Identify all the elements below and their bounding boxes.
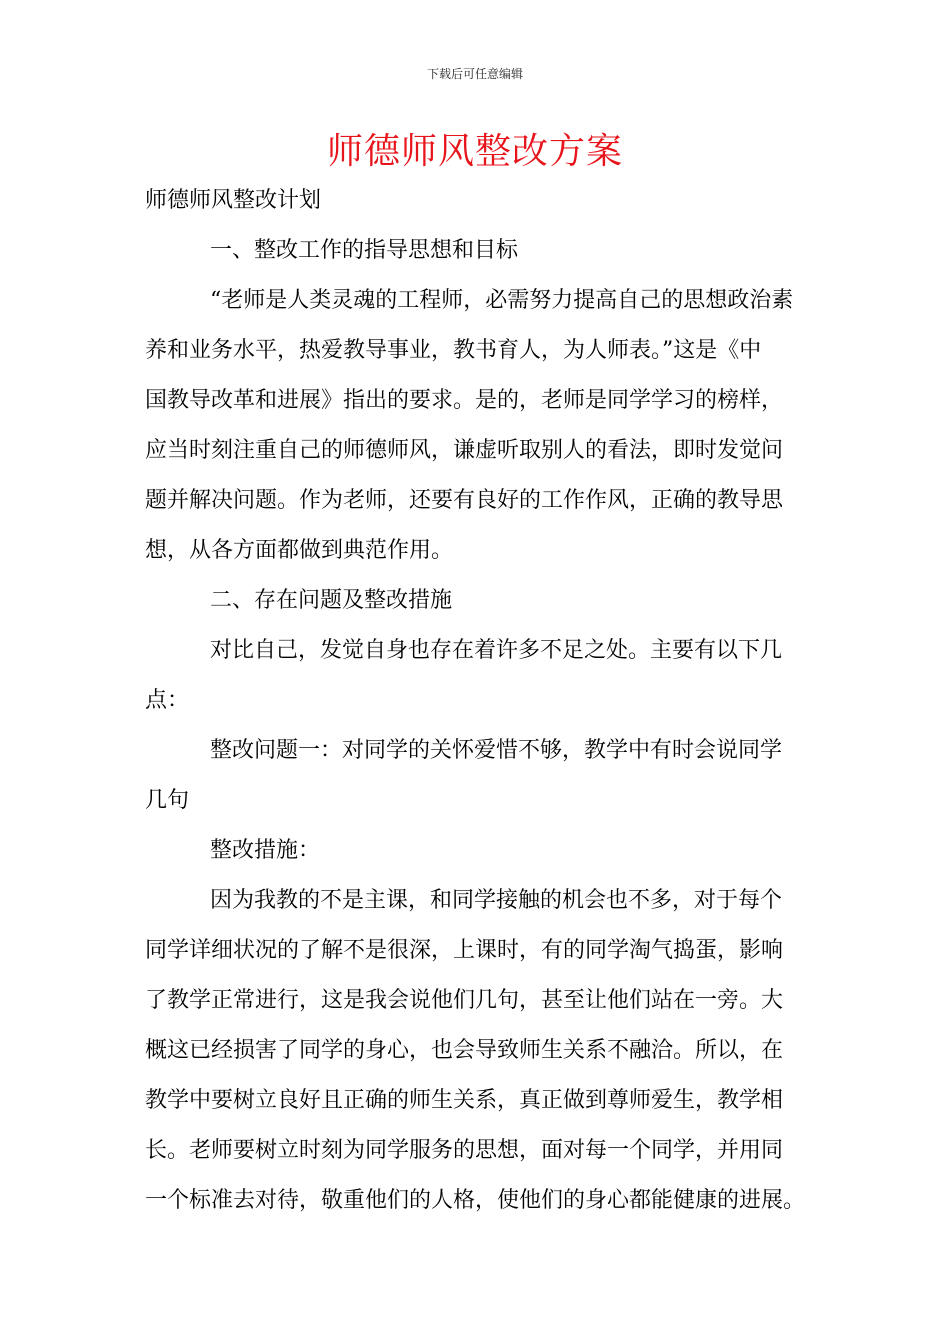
section-heading-2: 二、存在问题及整改措施: [210, 588, 453, 613]
paragraph-line: 国教导改革和进展》指出的要求。是的，老师是同学学习的榜样，: [145, 388, 784, 413]
paragraph-line: 一个标准去对待，敬重他们的人格，使他们的身心都能健康的进展。: [145, 1188, 806, 1213]
subtitle-line: 师德师风整改计划: [145, 188, 322, 213]
document-title: 师德师风整改方案: [326, 131, 623, 172]
paragraph-line: 题并解决问题。作为老师，还要有良好的工作作风，正确的教导思: [145, 488, 784, 513]
paragraph-line: 点：: [145, 688, 190, 713]
paragraph-line: 长。老师要树立时刻为同学服务的思想，面对每一个同学，并用同: [145, 1138, 784, 1163]
paragraph-line: 几句: [145, 788, 190, 813]
paragraph-line: 想，从各方面都做到典范作用。: [145, 538, 454, 563]
paragraph-line: 对比自己，发觉自身也存在着许多不足之处。主要有以下几: [210, 638, 783, 663]
paragraph-line: 了教学正常进行，这是我会说他们几句，甚至让他们站在一旁。大: [145, 988, 784, 1013]
paragraph-line: 因为我教的不是主课，和同学接触的机会也不多，对于每个: [210, 888, 783, 913]
section-heading-1: 一、整改工作的指导思想和目标: [210, 238, 519, 263]
paragraph-line: 概这已经损害了同学的身心，也会导致师生关系不融洽。所以，在: [145, 1038, 784, 1063]
paragraph-line: 同学详细状况的了解不是很深，上课时，有的同学淘气捣蛋，影响: [145, 938, 784, 963]
measures-heading: 整改措施：: [210, 838, 321, 863]
paragraph-line: 养和业务水平，热爱教导事业，教书育人，为人师表。”这是《中: [145, 338, 762, 363]
paragraph-line: “老师是人类灵魂的工程师，必需努力提高自己的思想政治素: [210, 288, 794, 313]
problem-heading: 整改问题一：对同学的关怀爱惜不够，教学中有时会说同学: [210, 738, 783, 763]
page-header-note: 下载后可任意编辑: [426, 67, 523, 81]
paragraph-line: 应当时刻注重自己的师德师风，谦虚听取别人的看法，即时发觉问: [145, 438, 784, 463]
paragraph-line: 教学中要树立良好且正确的师生关系，真正做到尊师爱生，教学相: [145, 1088, 784, 1113]
